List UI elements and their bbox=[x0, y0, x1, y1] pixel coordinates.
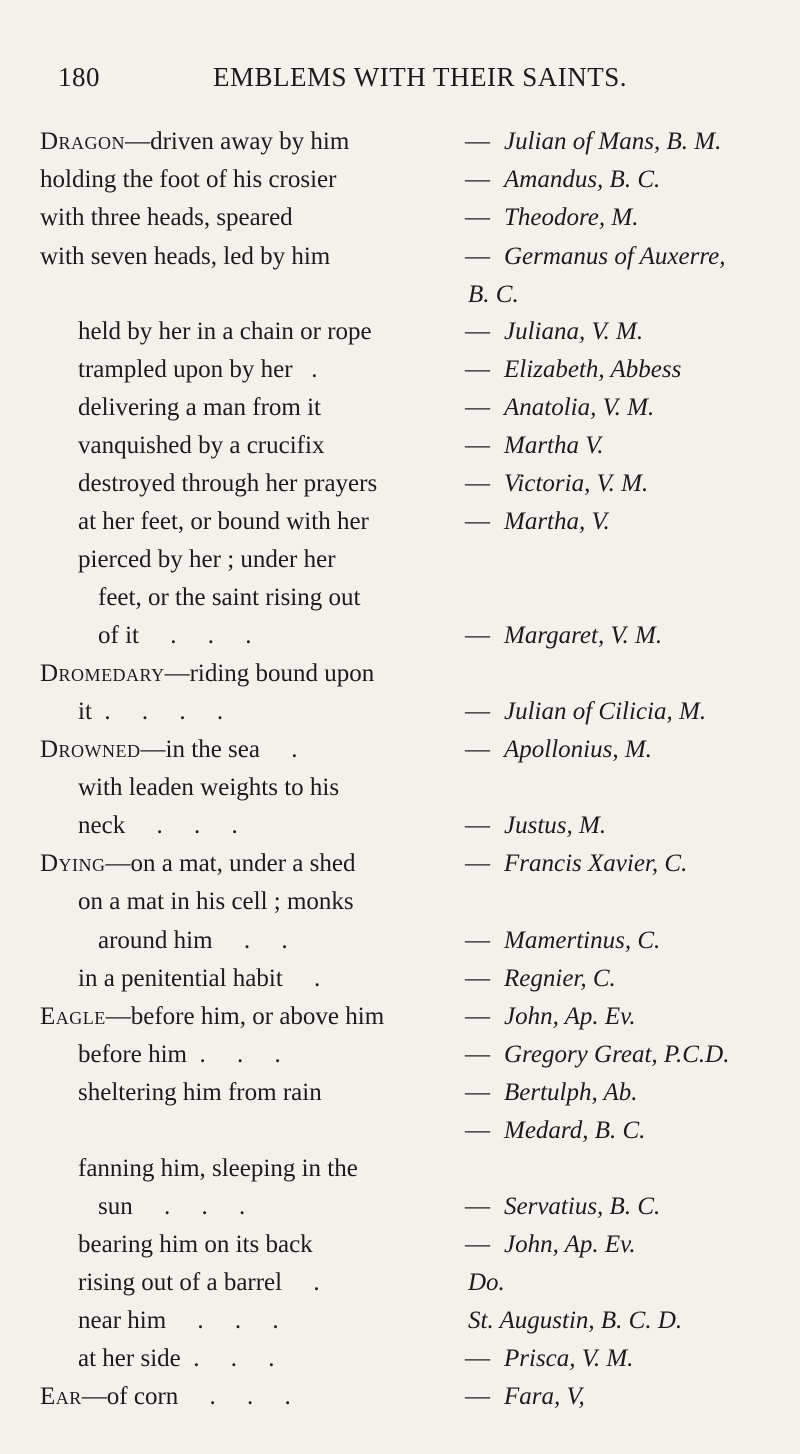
emblem-description: —before him, or above him bbox=[105, 1003, 385, 1030]
emblem-description: —on a mat, under a shed bbox=[105, 850, 356, 877]
entry-row bbox=[0, 655, 800, 693]
entry-dash: — bbox=[465, 394, 490, 421]
entry-row bbox=[0, 276, 800, 314]
entry-saint: Prisca, V. M. bbox=[504, 1345, 634, 1372]
entry-row bbox=[0, 1112, 800, 1150]
entry-dash: — bbox=[465, 356, 490, 383]
entry-saint: Victoria, V. M. bbox=[504, 470, 649, 497]
entry-emblem: trampled upon by her . bbox=[78, 356, 318, 383]
entry-dash: — bbox=[465, 1003, 490, 1030]
entry-saint: Germanus of Auxerre, bbox=[504, 243, 726, 270]
entry-saint: Juliana, V. M. bbox=[504, 318, 644, 345]
page-title: EMBLEMS WITH THEIR SAINTS. bbox=[212, 62, 627, 92]
entry-saint: Medard, B. C. bbox=[504, 1117, 646, 1144]
entry-row bbox=[0, 1302, 800, 1340]
entry-row bbox=[0, 351, 800, 389]
entry-saint: John, Ap. Ev. bbox=[504, 1003, 636, 1030]
entry-emblem bbox=[40, 998, 384, 1036]
entry-row bbox=[0, 465, 800, 503]
entry-saint: Justus, M. bbox=[504, 812, 607, 839]
entry-dash: — bbox=[465, 812, 490, 839]
emblem-description: —of corn . . . bbox=[81, 1383, 291, 1410]
entry-saint: Servatius, B. C. bbox=[504, 1193, 661, 1220]
entry-saint: Amandus, B. C. bbox=[504, 166, 661, 193]
entry-saint: Julian of Cilicia, M. bbox=[504, 698, 707, 725]
entry-dash: — bbox=[465, 1345, 490, 1372]
entry-dash: — bbox=[465, 470, 490, 497]
entry-dash: — bbox=[465, 432, 490, 459]
entry-dash: — bbox=[465, 1231, 490, 1258]
entry-emblem: in a penitential habit . bbox=[78, 965, 321, 992]
entry-emblem: feet, or the saint rising out bbox=[98, 584, 361, 611]
entry-row bbox=[0, 389, 800, 427]
entry-emblem: sun . . . bbox=[98, 1193, 246, 1220]
entry-dash: — bbox=[465, 1193, 490, 1220]
entry-row bbox=[0, 922, 800, 960]
entry-emblem: bearing him on its back bbox=[78, 1231, 313, 1258]
entry-dash: — bbox=[465, 128, 490, 155]
entry-emblem: holding the foot of his crosier bbox=[40, 166, 337, 193]
entry-dash: — bbox=[465, 1041, 490, 1068]
emblem-keyword: Dragon bbox=[40, 128, 126, 155]
entry-row bbox=[0, 1036, 800, 1074]
entry-emblem bbox=[40, 655, 374, 693]
emblem-keyword: Eagle bbox=[40, 1003, 106, 1030]
entry-emblem: held by her in a chain or rope bbox=[78, 318, 372, 345]
entry-emblem: of it . . . bbox=[98, 622, 252, 649]
entry-emblem: with leaden weights to his bbox=[78, 774, 340, 801]
entry-dash: — bbox=[465, 622, 490, 649]
entry-saint: Anatolia, V. M. bbox=[504, 394, 655, 421]
entry-emblem: with three heads, speared bbox=[40, 204, 293, 231]
entry-row bbox=[0, 427, 800, 465]
entry-dash: — bbox=[465, 1079, 490, 1106]
entry-saint: Margaret, V. M. bbox=[504, 622, 663, 649]
entry-row bbox=[0, 1264, 800, 1302]
entry-dash: — bbox=[465, 850, 490, 877]
entry-saint: Fara, V, bbox=[504, 1383, 585, 1410]
entry-row bbox=[0, 693, 800, 731]
entry-row bbox=[0, 1378, 800, 1416]
emblem-description: —in the sea . bbox=[140, 736, 298, 763]
entry-row bbox=[0, 199, 800, 237]
entry-emblem: near him . . . bbox=[78, 1307, 279, 1334]
entry-row bbox=[0, 769, 800, 807]
entry-emblem: it . . . . bbox=[78, 698, 224, 725]
entry-saint: Elizabeth, Abbess bbox=[504, 356, 682, 383]
entry-emblem: at her feet, or bound with her bbox=[78, 508, 369, 535]
entry-emblem: around him . . bbox=[98, 927, 288, 954]
entry-emblem: rising out of a barrel . bbox=[78, 1269, 320, 1296]
entry-emblem: destroyed through her prayers bbox=[78, 470, 378, 497]
entry-emblem: before him . . . bbox=[78, 1041, 281, 1068]
entry-emblem: sheltering him from rain bbox=[78, 1079, 322, 1106]
entry-saint: John, Ap. Ev. bbox=[504, 1231, 636, 1258]
entry-emblem: on a mat in his cell ; monks bbox=[78, 888, 354, 915]
entry-row bbox=[0, 1074, 800, 1112]
entry-dash: — bbox=[465, 965, 490, 992]
entry-saint: Apollonius, M. bbox=[504, 736, 652, 763]
entry-dash: — bbox=[465, 736, 490, 763]
entry-dash: — bbox=[465, 1383, 490, 1410]
entry-emblem: at her side . . . bbox=[78, 1345, 275, 1372]
entry-saint: B. C. bbox=[468, 281, 519, 308]
entry-emblem bbox=[40, 123, 349, 161]
entry-emblem: neck . . . bbox=[78, 812, 238, 839]
emblem-description: —riding bound upon bbox=[164, 660, 375, 687]
entry-row bbox=[0, 883, 800, 921]
entry-row bbox=[0, 579, 800, 617]
entry-emblem: pierced by her ; under her bbox=[78, 546, 336, 573]
entry-dash: — bbox=[465, 698, 490, 725]
entry-row bbox=[0, 845, 800, 883]
entry-dash: — bbox=[465, 318, 490, 345]
entry-emblem: fanning him, sleeping in the bbox=[78, 1155, 358, 1182]
emblem-keyword: Dromedary bbox=[40, 660, 165, 687]
entry-saint: Theodore, M. bbox=[504, 204, 639, 231]
entry-emblem bbox=[40, 845, 355, 883]
entry-emblem: delivering a man from it bbox=[78, 394, 321, 421]
entry-row bbox=[0, 1188, 800, 1226]
page-number: 180 bbox=[58, 62, 100, 92]
entry-saint: Julian of Mans, B. M. bbox=[504, 128, 722, 155]
entry-saint: Gregory Great, P.C.D. bbox=[504, 1041, 730, 1068]
entry-row bbox=[0, 1340, 800, 1378]
entry-row bbox=[0, 807, 800, 845]
entry-row bbox=[0, 1226, 800, 1264]
entry-emblem: with seven heads, led by him bbox=[40, 243, 331, 270]
entry-saint: Regnier, C. bbox=[504, 965, 616, 992]
entry-row bbox=[0, 503, 800, 541]
entry-dash: — bbox=[465, 927, 490, 954]
entry-emblem bbox=[40, 1378, 291, 1416]
entry-row bbox=[0, 617, 800, 655]
page-header bbox=[0, 62, 800, 98]
entry-dash: — bbox=[465, 1117, 490, 1144]
entry-row bbox=[0, 238, 800, 276]
entry-dash: — bbox=[465, 204, 490, 231]
entry-dash: — bbox=[465, 243, 490, 270]
entry-row bbox=[0, 731, 800, 769]
entry-dash: — bbox=[465, 508, 490, 535]
entry-saint: St. Augustin, B. C. D. bbox=[468, 1307, 683, 1334]
entry-emblem: vanquished by a crucifix bbox=[78, 432, 325, 459]
entry-saint: Francis Xavier, C. bbox=[504, 850, 688, 877]
emblem-keyword: Dying bbox=[40, 850, 106, 877]
entry-row bbox=[0, 123, 800, 161]
entry-row bbox=[0, 998, 800, 1036]
entry-saint: Bertulph, Ab. bbox=[504, 1079, 638, 1106]
entry-row bbox=[0, 960, 800, 998]
entry-saint: Mamertinus, C. bbox=[504, 927, 661, 954]
emblem-keyword: Ear bbox=[40, 1383, 82, 1410]
entry-dash: — bbox=[465, 166, 490, 193]
entry-row bbox=[0, 313, 800, 351]
entry-row bbox=[0, 1150, 800, 1188]
entry-row bbox=[0, 161, 800, 199]
entry-saint: Martha, V. bbox=[504, 508, 610, 535]
entry-saint: Martha V. bbox=[504, 432, 604, 459]
emblem-description: —driven away by him bbox=[125, 128, 350, 155]
entry-row bbox=[0, 541, 800, 579]
entry-emblem bbox=[40, 731, 297, 769]
entry-saint: Do. bbox=[468, 1269, 505, 1296]
emblem-keyword: Drowned bbox=[40, 736, 141, 763]
